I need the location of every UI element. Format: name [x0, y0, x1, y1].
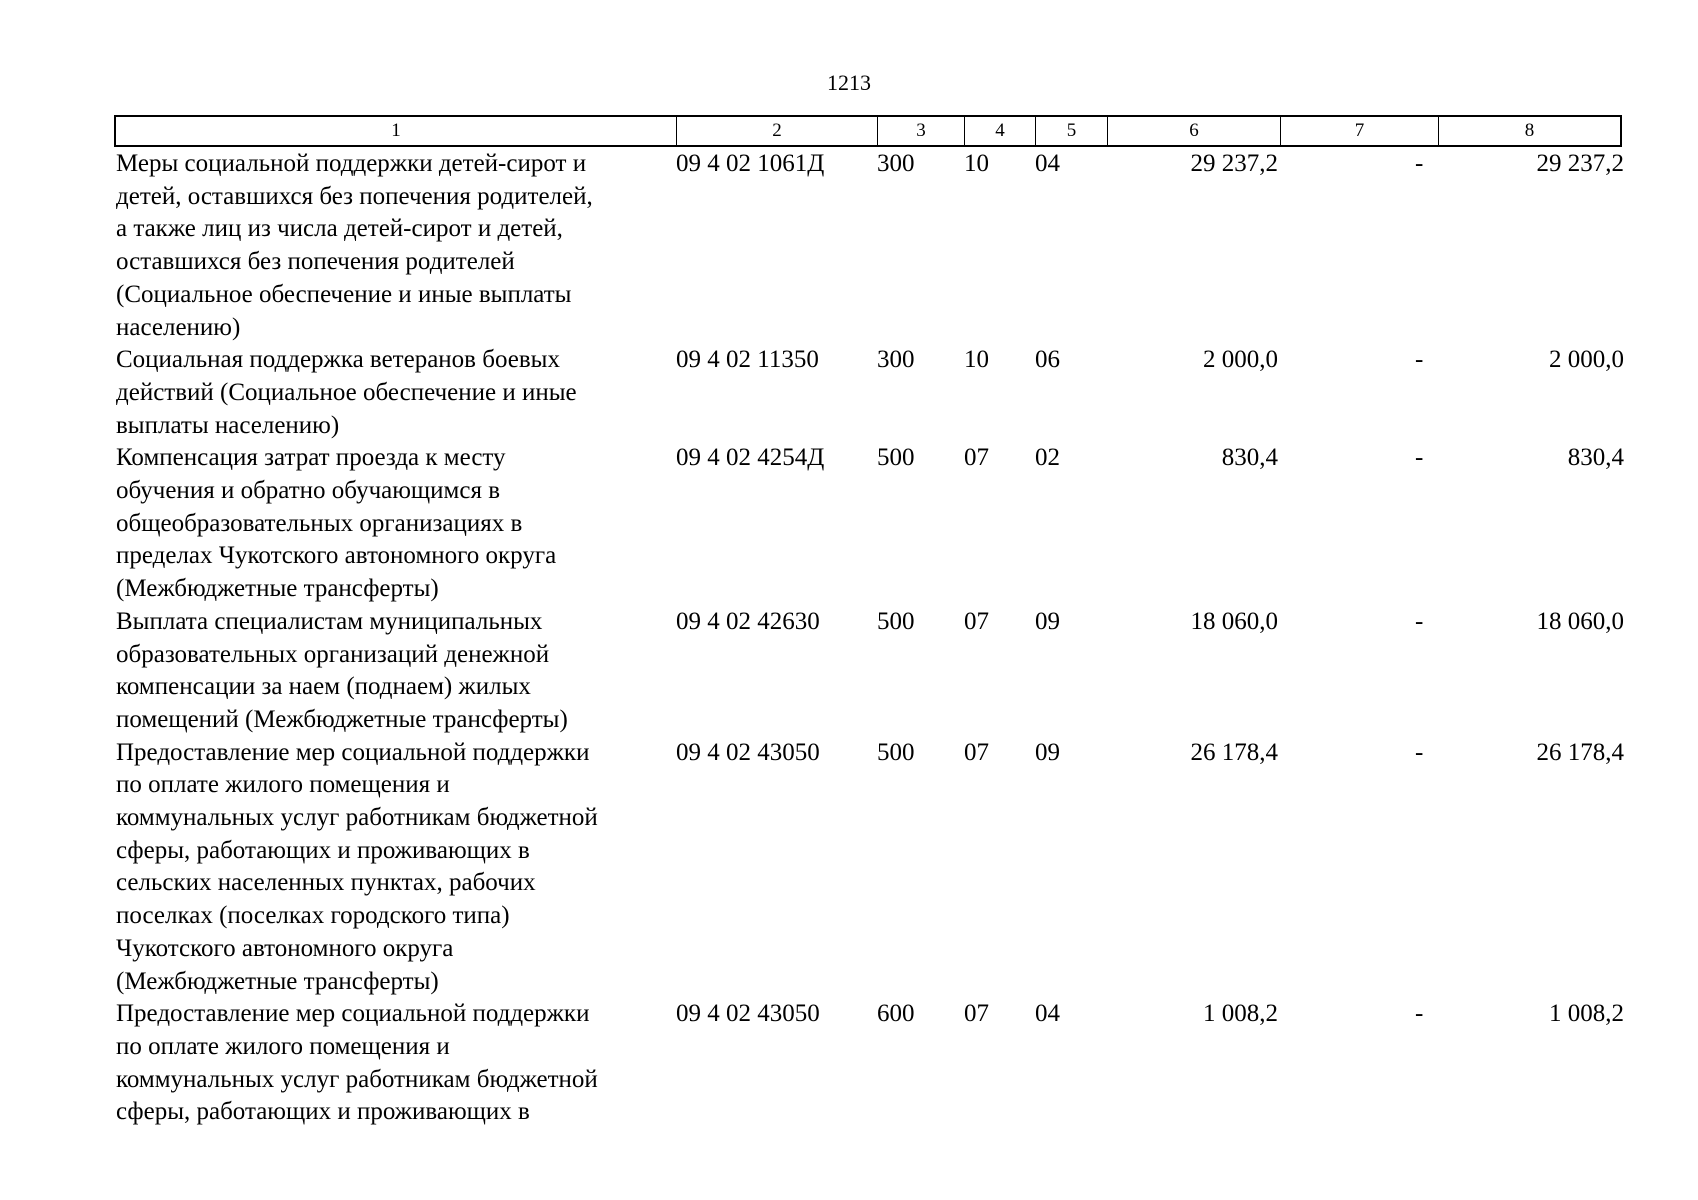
row-description: [114, 737, 676, 999]
description-line: пределах Чукотского автономного округа: [116, 542, 557, 570]
description-line: компенсации за наем (поднаем) жилых: [116, 673, 531, 701]
row-expense-type: 500: [877, 607, 915, 635]
table-row: [114, 998, 1624, 1129]
row-expense-type: 300: [877, 346, 915, 374]
table-row: [114, 344, 1624, 442]
row-change: [1280, 737, 1437, 999]
dash-value: -: [1415, 346, 1424, 374]
row-expense-type: 500: [877, 738, 915, 766]
row-code: 09 4 02 11350: [676, 346, 819, 374]
description-line: Выплата специалистам муниципальных: [116, 607, 543, 635]
row-subsection: 09: [1035, 738, 1060, 766]
row-description: [114, 148, 676, 344]
row-amount: 29 237,2: [1190, 150, 1278, 177]
row-code: 09 4 02 1061Д: [676, 150, 825, 177]
row-change: [1280, 606, 1437, 737]
header-cell-4: 4: [965, 117, 1036, 145]
row-expense-type: 500: [877, 444, 915, 472]
dash-value: -: [1415, 607, 1424, 635]
row-section: 10: [964, 150, 989, 177]
row-section: 10: [964, 346, 989, 374]
description-line: по оплате жилого помещения и: [116, 771, 450, 799]
row-total: 830,4: [1567, 444, 1624, 472]
description-line: действий (Социальное обеспечение и иные: [116, 378, 577, 406]
description-line: Компенсация затрат проезда к месту: [116, 444, 506, 472]
row-change: [1280, 148, 1437, 344]
header-cell-3: 3: [878, 117, 965, 145]
description-line: поселках (поселках городского типа): [116, 902, 510, 930]
description-line: населению): [116, 313, 241, 341]
description-line: (Социальное обеспечение и иные выплаты: [116, 280, 572, 308]
description-line: сферы, работающих и проживающих в: [116, 1098, 530, 1126]
header-cell-5: 5: [1036, 117, 1108, 145]
table-header: [114, 115, 1622, 147]
description-line: а также лиц из числа детей-сирот и детей,: [116, 215, 563, 243]
dash-value: -: [1415, 150, 1424, 177]
page-number: 1213: [827, 70, 871, 95]
table-row: [114, 442, 1624, 606]
description-line: сферы, работающих и проживающих в: [116, 836, 530, 864]
description-line: обучения и обратно обучающимся в: [116, 477, 501, 505]
row-section: 07: [964, 1000, 989, 1028]
row-change: [1280, 344, 1437, 442]
row-amount: 18 060,0: [1190, 607, 1278, 635]
row-subsection: 09: [1035, 607, 1060, 635]
row-expense-type: 300: [877, 150, 915, 177]
row-amount: 830,4: [1221, 444, 1278, 472]
description-line: коммунальных услуг работникам бюджетной: [116, 1065, 598, 1093]
description-line: (Межбюджетные трансферты): [116, 575, 439, 603]
dash-value: -: [1415, 1000, 1424, 1028]
description-line: общеобразовательных организациях в: [116, 509, 523, 537]
table-body: [114, 148, 1624, 1129]
row-section: 07: [964, 738, 989, 766]
row-description: [114, 606, 676, 737]
description-line: (Межбюджетные трансферты): [116, 967, 439, 995]
row-total: 1 008,2: [1549, 1000, 1624, 1028]
description-line: сельских населенных пунктах, рабочих: [116, 869, 536, 897]
description-line: Меры социальной поддержки детей-сирот и: [116, 150, 587, 177]
row-change: [1280, 442, 1437, 606]
header-cell-2: 2: [677, 117, 878, 145]
description-line: Предоставление мер социальной поддержки: [116, 1000, 590, 1028]
row-subsection: 04: [1035, 1000, 1060, 1028]
row-code: 09 4 02 4254Д: [676, 444, 825, 472]
description-line: Предоставление мер социальной поддержки: [116, 738, 590, 766]
description-line: по оплате жилого помещения и: [116, 1032, 450, 1060]
description-line: коммунальных услуг работникам бюджетной: [116, 804, 598, 832]
row-amount: 1 008,2: [1203, 1000, 1278, 1028]
dash-value: -: [1415, 738, 1424, 766]
row-section: 07: [964, 444, 989, 472]
row-code: 09 4 02 43050: [676, 738, 820, 766]
description-line: Социальная поддержка ветеранов боевых: [116, 346, 560, 374]
row-subsection: 02: [1035, 444, 1060, 472]
row-amount: 2 000,0: [1203, 346, 1278, 374]
header-cell-8: 8: [1524, 120, 1535, 141]
row-total: 26 178,4: [1536, 738, 1624, 766]
description-line: помещений (Межбюджетные трансферты): [116, 705, 568, 733]
header-cell-6: 6: [1108, 117, 1281, 145]
row-subsection: 06: [1035, 346, 1060, 374]
description-line: Чукотского автономного округа: [116, 934, 454, 962]
description-line: детей, оставшихся без попечения родителей,: [116, 182, 593, 210]
row-code: 09 4 02 43050: [676, 1000, 820, 1028]
row-description: [114, 442, 676, 606]
row-code: 09 4 02 42630: [676, 607, 820, 635]
dash-value: -: [1415, 444, 1424, 472]
row-subsection: 04: [1035, 150, 1060, 177]
header-cell-1: 1: [116, 117, 677, 145]
row-change: [1280, 998, 1437, 1129]
description-line: оставшихся без попечения родителей: [116, 248, 515, 276]
description-line: образовательных организаций денежной: [116, 640, 550, 668]
table-row: [114, 148, 1624, 344]
row-total: 18 060,0: [1536, 607, 1624, 635]
table-row: [114, 737, 1624, 999]
row-description: [114, 344, 676, 442]
row-expense-type: 600: [877, 1000, 915, 1028]
row-section: 07: [964, 607, 989, 635]
row-description: [114, 998, 676, 1129]
row-total: 2 000,0: [1549, 346, 1624, 374]
table-row: [114, 606, 1624, 737]
row-total: 29 237,2: [1536, 150, 1624, 177]
header-cell-7: 7: [1281, 117, 1439, 145]
row-amount: 26 178,4: [1190, 738, 1278, 766]
description-line: выплаты населению): [116, 411, 340, 439]
